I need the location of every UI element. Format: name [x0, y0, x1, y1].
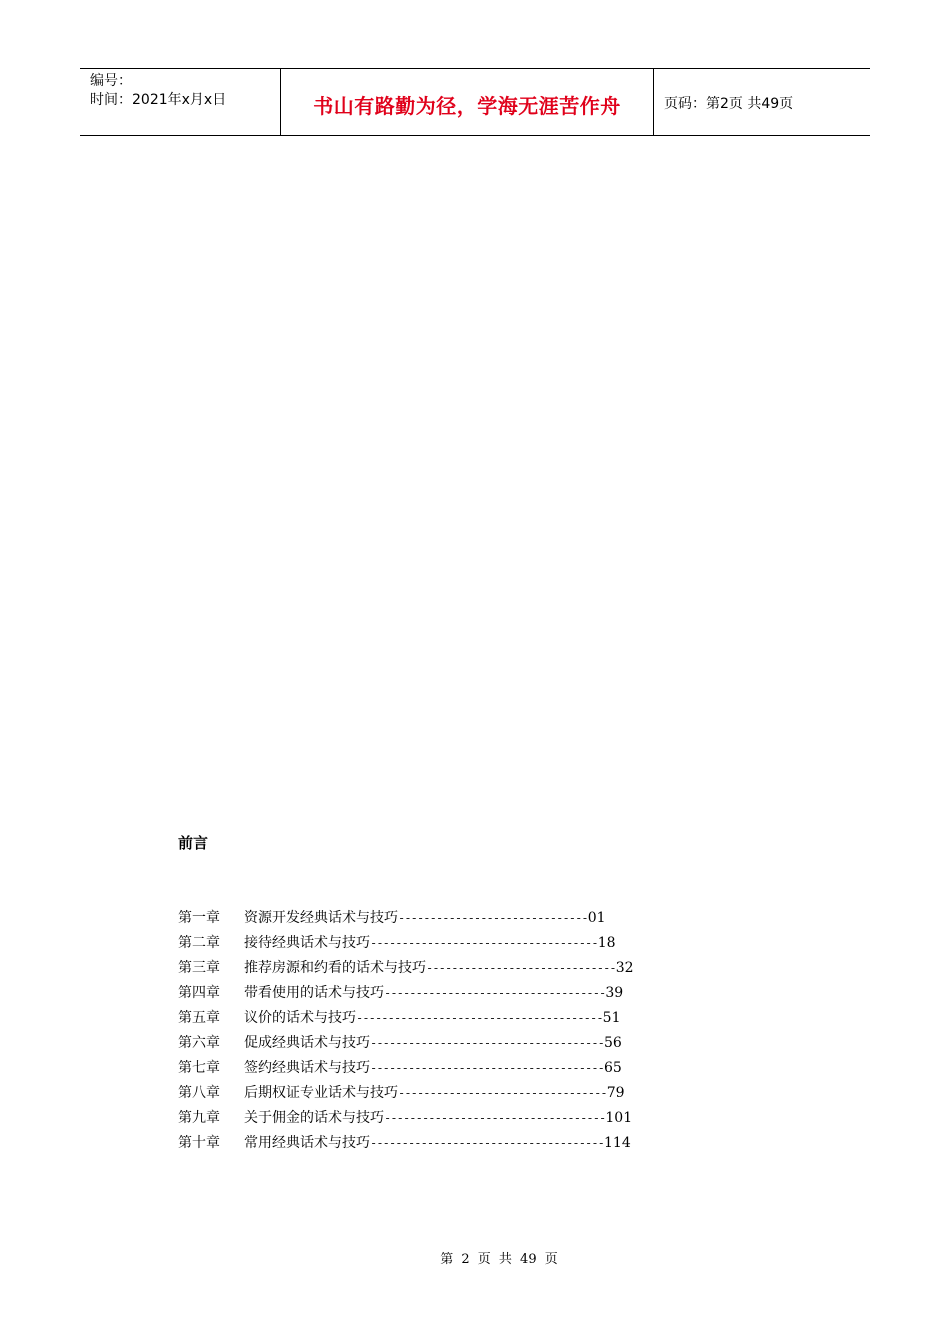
toc-title: 关于佣金的话术与技巧: [244, 1110, 384, 1126]
toc-page: 32: [615, 960, 634, 976]
toc-entry[interactable]: [178, 1106, 634, 1131]
toc-leader: -------------------------------------: [370, 1136, 605, 1150]
toc-title: 常用经典话术与技巧: [244, 1135, 370, 1151]
document-number-label: 编号：: [90, 73, 132, 89]
toc-page: 56: [604, 1035, 622, 1051]
toc-title: 资源开发经典话术与技巧: [244, 910, 398, 926]
toc-leader: -----------------------------------: [384, 1111, 606, 1125]
toc-entry[interactable]: [178, 1081, 634, 1106]
toc-leader: -------------------------------------: [370, 1036, 605, 1050]
toc-leader: ------------------------------: [426, 961, 616, 975]
toc-chapter: 第六章: [178, 1035, 220, 1051]
toc-leader: ---------------------------------: [398, 1086, 607, 1100]
header-motto-cell: [281, 69, 654, 135]
toc-chapter: 第九章: [178, 1110, 220, 1126]
toc-title: 促成经典话术与技巧: [244, 1035, 370, 1051]
toc-page: 51: [602, 1010, 621, 1026]
page-footer: 第 2 页 共 49 页: [440, 1252, 558, 1267]
toc-page: 01: [587, 910, 606, 926]
document-date-label: 时间：2021年x月x日: [90, 92, 227, 108]
toc-chapter: 第八章: [178, 1085, 220, 1101]
table-of-contents: [178, 906, 634, 1156]
toc-entry[interactable]: [178, 1006, 634, 1031]
toc-title: 接待经典话术与技巧: [244, 935, 370, 951]
document-header: [80, 68, 870, 136]
toc-chapter: 第二章: [178, 935, 220, 951]
toc-entry[interactable]: [178, 1131, 634, 1156]
toc-title: 后期权证专业话术与技巧: [244, 1085, 398, 1101]
header-page-cell: [654, 69, 870, 135]
toc-page: 79: [606, 1085, 625, 1101]
toc-title: 议价的话术与技巧: [244, 1010, 356, 1026]
toc-chapter: 第一章: [178, 910, 220, 926]
toc-leader: ------------------------------: [398, 911, 588, 925]
toc-page: 114: [604, 1135, 631, 1151]
toc-entry[interactable]: [178, 931, 634, 956]
toc-page: 18: [597, 935, 616, 951]
toc-chapter: 第四章: [178, 985, 220, 1001]
toc-title: 推荐房源和约看的话术与技巧: [244, 960, 426, 976]
header-motto: 书山有路勤为径，学海无涯苦作舟: [313, 93, 621, 118]
toc-entry[interactable]: [178, 906, 634, 931]
toc-entry[interactable]: [178, 1031, 634, 1056]
toc-chapter: 第十章: [178, 1135, 220, 1151]
toc-entry[interactable]: [178, 981, 634, 1006]
toc-page: 101: [605, 1110, 633, 1126]
toc-leader: ---------------------------------------: [356, 1011, 603, 1025]
header-page-number: 页码：第2页 共49页: [664, 96, 794, 112]
toc-chapter: 第五章: [178, 1010, 220, 1026]
foreword-heading: 前言: [178, 834, 209, 852]
toc-entry[interactable]: [178, 1056, 634, 1081]
toc-title: 带看使用的话术与技巧: [244, 985, 384, 1001]
toc-leader: ------------------------------------: [370, 936, 598, 950]
toc-entry[interactable]: [178, 956, 634, 981]
toc-leader: -----------------------------------: [384, 986, 606, 1000]
toc-chapter: 第三章: [178, 960, 220, 976]
toc-page: 65: [604, 1060, 622, 1076]
toc-page: 39: [605, 985, 624, 1001]
toc-leader: -------------------------------------: [370, 1061, 605, 1075]
toc-chapter: 第七章: [178, 1060, 220, 1076]
toc-title: 签约经典话术与技巧: [244, 1060, 370, 1076]
header-meta-cell: [80, 69, 281, 135]
